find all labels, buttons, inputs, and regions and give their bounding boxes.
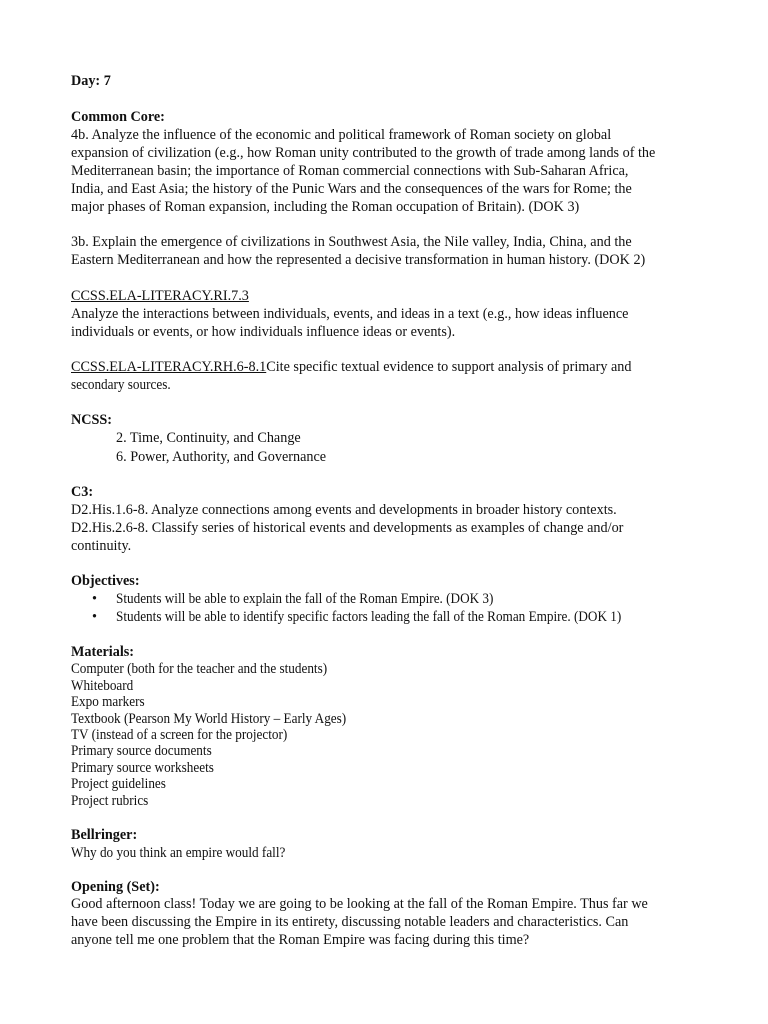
bullet-icon: • bbox=[92, 609, 97, 625]
material-item: Project rubrics bbox=[71, 793, 149, 809]
material-item: Whiteboard bbox=[71, 678, 134, 694]
material-item: Primary source documents bbox=[71, 743, 212, 759]
bullet-icon: • bbox=[92, 591, 97, 607]
rh-standard-code: CCSS.ELA-LITERACY.RH.6-8.1 bbox=[71, 359, 267, 375]
opening-line: anyone tell me one problem that the Roman Empire was facing during this time? bbox=[71, 932, 530, 948]
objective-item: Students will be able to explain the fall of the Roman Empire. (DOK 3) bbox=[116, 591, 494, 607]
c3-line: continuity. bbox=[71, 538, 132, 554]
bellringer-text: Why do you think an empire would fall? bbox=[71, 845, 286, 861]
opening-line: have been discussing the Empire in its entirety, discussing notable leaders and characteristics. Can bbox=[71, 914, 629, 930]
c3-line: D2.His.2.6-8. Classify series of historical events and developments as examples of change and/or bbox=[71, 520, 624, 536]
std-4b-line: India, and East Asia; the history of the Punic Wars and the consequences of the wars for Rome; the bbox=[71, 181, 632, 197]
objectives-heading: Objectives: bbox=[71, 573, 140, 589]
ncss-item: 2. Time, Continuity, and Change bbox=[116, 430, 301, 446]
ri-standard-code: CCSS.ELA-LITERACY.RI.7.3 bbox=[71, 288, 249, 304]
material-item: Primary source worksheets bbox=[71, 760, 214, 776]
rh-standard-text: secondary sources. bbox=[71, 377, 171, 393]
ri-standard-text: individuals or events, or how individuals influence ideas or events). bbox=[71, 324, 456, 340]
material-item: TV (instead of a screen for the projector) bbox=[71, 727, 288, 743]
material-item: Computer (both for the teacher and the students) bbox=[71, 661, 328, 677]
common-core-heading: Common Core: bbox=[71, 109, 165, 125]
objective-item: Students will be able to identify specific factors leading the fall of the Roman Empire. (DOK 1) bbox=[116, 609, 622, 625]
std-4b-line: expansion of civilization (e.g., how Roman unity contributed to the growth of trade among lands of the bbox=[71, 145, 656, 161]
std-4b-line: Mediterranean basin; the importance of Roman commercial connections with Sub-Saharan Africa, bbox=[71, 163, 629, 179]
materials-heading: Materials: bbox=[71, 644, 135, 660]
day-heading: Day: 7 bbox=[71, 73, 111, 89]
std-3b-line: Eastern Mediterranean and how the represented a decisive transformation in human history. (DOK 2) bbox=[71, 252, 646, 268]
rh-standard-text: Cite specific textual evidence to support analysis of primary and bbox=[266, 359, 632, 375]
std-4b-line: major phases of Roman expansion, including the Roman occupation of Britain). (DOK 3) bbox=[71, 199, 580, 215]
bellringer-heading: Bellringer: bbox=[71, 827, 138, 843]
material-item: Textbook (Pearson My World History – Early Ages) bbox=[71, 711, 347, 727]
std-3b-line: 3b. Explain the emergence of civilizations in Southwest Asia, the Nile valley, India, China, and the bbox=[71, 234, 632, 250]
ncss-heading: NCSS: bbox=[71, 412, 112, 428]
opening-line: Good afternoon class! Today we are going to be looking at the fall of the Roman Empire. Thus far we bbox=[71, 896, 648, 912]
ncss-item: 6. Power, Authority, and Governance bbox=[116, 449, 327, 465]
c3-heading: C3: bbox=[71, 484, 94, 500]
material-item: Expo markers bbox=[71, 694, 145, 710]
ri-standard-text: Analyze the interactions between individuals, events, and ideas in a text (e.g., how ideas influence bbox=[71, 306, 629, 322]
material-item: Project guidelines bbox=[71, 776, 166, 792]
std-4b-line: 4b. Analyze the influence of the economic and political framework of Roman society on global bbox=[71, 127, 612, 143]
opening-heading: Opening (Set): bbox=[71, 879, 160, 895]
rh-standard-line bbox=[71, 359, 631, 376]
c3-line: D2.His.1.6-8. Analyze connections among events and developments in broader history contexts. bbox=[71, 502, 617, 518]
